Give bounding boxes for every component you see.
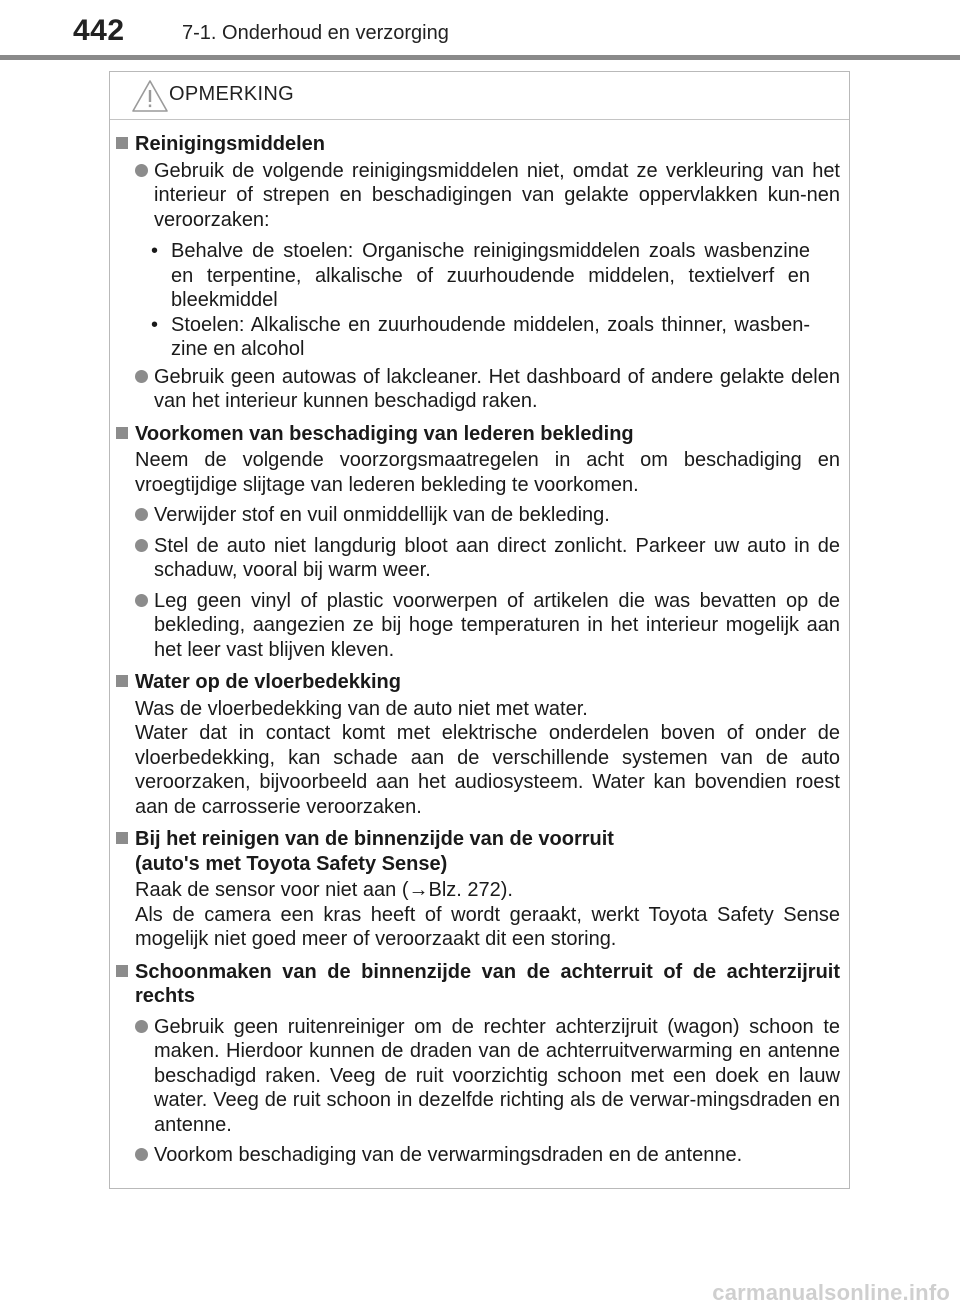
square-bullet-icon bbox=[116, 832, 128, 844]
dot-bullet: • bbox=[151, 240, 159, 262]
section-title: 7-1. Onderhoud en verzorging bbox=[182, 22, 449, 44]
section-heading: Schoonmaken van de binnenzijde van de achterruit of de achterzijruit rechts bbox=[135, 960, 840, 1007]
list-item bbox=[135, 1143, 840, 1168]
paragraph: Was de vloerbedekking van de auto niet met water. bbox=[135, 697, 588, 720]
watermark: carmanualsonline.info bbox=[712, 1280, 950, 1305]
circle-bullet-icon bbox=[135, 1020, 148, 1033]
list-item-text: Leg geen vinyl of plastic voorwerpen of artikelen die was bevatten op de bekleding, aangezien ze bij hoge temperaturen in het interieur mogelijk aan het leer vast blijven kleven. bbox=[154, 589, 840, 661]
square-bullet-icon bbox=[116, 675, 128, 687]
section-rear-window bbox=[110, 960, 849, 1168]
notice-header bbox=[110, 72, 849, 120]
section-heading-line2: (auto's met Toyota Safety Sense) bbox=[135, 852, 448, 875]
list-item-text: Verwijder stof en vuil onmiddellijk van de bekleding. bbox=[154, 504, 610, 526]
list-item bbox=[135, 503, 840, 528]
notice-title: OPMERKING bbox=[169, 83, 294, 105]
section-heading: Water op de vloerbedekking bbox=[135, 671, 401, 693]
section-water bbox=[110, 670, 849, 819]
dot-bullet: • bbox=[151, 313, 159, 336]
sub-list-item bbox=[135, 239, 840, 313]
section-heading: Voorkomen van beschadiging van lederen bekleding bbox=[135, 422, 634, 445]
circle-bullet-icon bbox=[135, 594, 148, 607]
section-cleaners bbox=[110, 132, 849, 414]
list-item bbox=[135, 159, 840, 233]
paragraph: Raak de sensor voor niet aan (→Blz. 272). bbox=[135, 879, 513, 901]
paragraph: Water dat in contact komt met elektrische onderdelen boven of onder de vloerbedekking, kan schade aan de verschillende systemen van de auto veroorzaken, bijvoorbeeld aan het audiosysteem. Water kan bovendien roest aan de carrosserie veroorzaken. bbox=[135, 722, 840, 818]
list-item-text: Gebruik de volgende reinigingsmiddelen niet, omdat ze verkleuring van het interieur of strepen en beschadigingen van gelakte oppervlakken kun-nen veroorzaken: bbox=[154, 159, 840, 231]
list-item bbox=[135, 365, 840, 414]
square-bullet-icon bbox=[116, 965, 128, 977]
page-header bbox=[0, 0, 960, 60]
section-windshield bbox=[110, 827, 849, 952]
list-item-text: Voorkom beschadiging van de verwarmingsdraden en de antenne. bbox=[154, 1144, 743, 1166]
page-number: 442 bbox=[73, 14, 125, 47]
list-item-text: Gebruik geen ruitenreiniger om de rechter achterzijruit (wagon) schoon te maken. Hierdoor kunnen de draden van de achterruitverwarming en antenne beschadigd raken. Veeg de ruit voorzichtig schoon met een doek en lauw water. Veeg de ruit schoon in dezelfde richting als de verwar-mingsdraden en antenne. bbox=[154, 1015, 840, 1136]
list-item bbox=[135, 589, 840, 663]
warning-triangle-icon bbox=[130, 78, 170, 114]
list-item bbox=[135, 534, 840, 583]
circle-bullet-icon bbox=[135, 539, 148, 552]
circle-bullet-icon bbox=[135, 1148, 148, 1161]
header-rule bbox=[0, 55, 960, 60]
paragraph: Als de camera een kras heeft of wordt geraakt, werkt Toyota Safety Sense mogelijk niet goed meer of veroorzaakt dit een storing. bbox=[135, 903, 840, 950]
list-item-text: Gebruik geen autowas of lakcleaner. Het dashboard of andere gelakte delen van het interieur kunnen beschadigd raken. bbox=[154, 365, 840, 412]
circle-bullet-icon bbox=[135, 508, 148, 521]
paragraph: Neem de volgende voorzorgsmaatregelen in acht om beschadiging en vroegtijdige slijtage van lederen bekleding te voorkomen. bbox=[135, 449, 840, 496]
circle-bullet-icon bbox=[135, 370, 148, 383]
circle-bullet-icon bbox=[135, 164, 148, 177]
sub-list-item-text: Behalve de stoelen: Organische reinigingsmiddelen zoals wasbenzine en terpentine, alkalische of zuurhoudende middelen, textielverf en bleekmiddel bbox=[171, 240, 810, 311]
list-item bbox=[135, 1015, 840, 1138]
section-heading: Bij het reinigen van de binnenzijde van de voorruit bbox=[135, 828, 614, 850]
section-heading: Reinigingsmiddelen bbox=[135, 133, 326, 155]
notice-box bbox=[109, 71, 850, 1189]
sub-list-item bbox=[135, 313, 840, 362]
square-bullet-icon bbox=[116, 427, 128, 439]
list-item-text: Stel de auto niet langdurig bloot aan direct zonlicht. Parkeer uw auto in de schaduw, vooral bij warm weer. bbox=[154, 534, 840, 581]
notice-content bbox=[110, 132, 849, 1168]
section-leather bbox=[110, 422, 849, 663]
sub-list-item-text: Stoelen: Alkalische en zuurhoudende middelen, zoals thinner, wasben-zine en alcohol bbox=[171, 313, 810, 360]
square-bullet-icon bbox=[116, 137, 128, 149]
